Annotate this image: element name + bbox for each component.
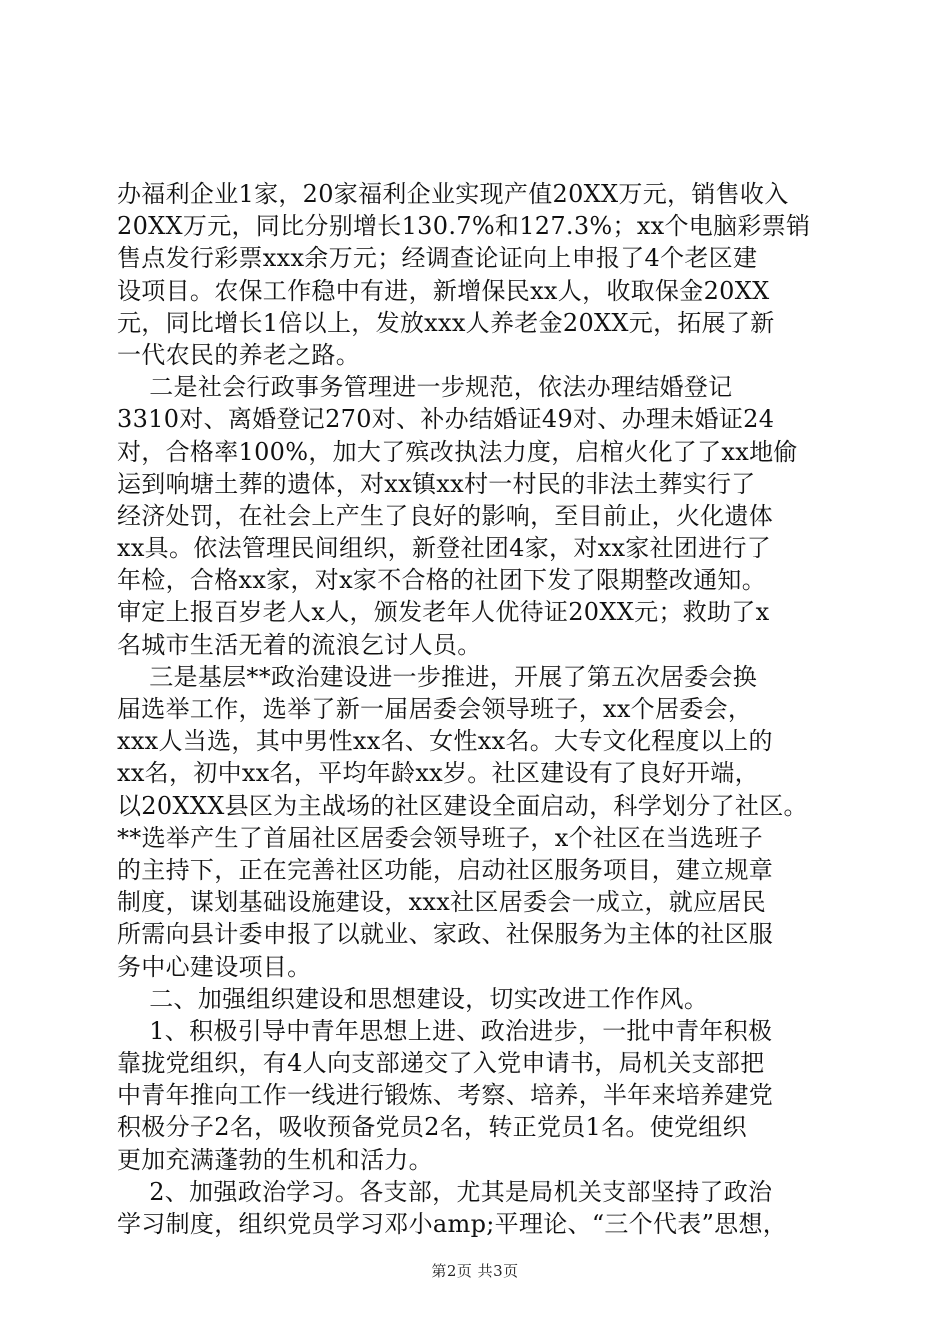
text-line: 中青年推向工作一线进行锻炼、考察、培养，半年来培养建党: [117, 1081, 774, 1110]
text-line: 积极分子2名，吸收预备党员2名，转正党员1名。使党组织: [117, 1113, 747, 1142]
text-line: 的主持下，正在完善社区功能，启动社区服务项目，建立规章: [117, 855, 774, 884]
text-line: 3310对、离婚登记270对、补办结婚证49对、办理未婚证24: [117, 405, 775, 434]
text-line: 制度，谋划基础设施建设，xxx社区居委会一成立，就应居民: [117, 888, 767, 917]
text-line: xxx人当选，其中男性xx名、女性xx名。大专文化程度以上的: [117, 727, 773, 756]
text-line: 更加充满蓬勃的生机和活力。: [117, 1145, 433, 1174]
text-line: 办福利企业1家，20家福利企业实现产值20XX万元，销售收入: [117, 180, 789, 208]
text-line: **选举产生了首届社区居委会领导班子，x个社区在当选班子: [117, 823, 763, 852]
text-line: 20XX万元，同比分别增长130.7%和127.3%；xx个电脑彩票销: [117, 212, 811, 241]
document-body: [117, 178, 843, 1240]
text-line: 学习制度，组织党员学习邓小amp;平理论、“三个代表”思想，: [117, 1210, 788, 1238]
text-line: xx名，初中xx名，平均年龄xx岁。社区建设有了良好开端，: [117, 759, 759, 788]
text-line: 2、加强政治学习。各支部，尤其是局机关支部坚持了政治: [117, 1177, 773, 1206]
text-line: 经济处罚，在社会上产生了良好的影响，至目前止，火化遗体: [117, 501, 774, 530]
text-line: 二是社会行政事务管理进一步规范，依法办理结婚登记: [117, 373, 733, 402]
text-line: 审定上报百岁老人x人，颁发老年人优待证20XX元；救助了x: [117, 598, 770, 627]
text-line: 务中心建设项目。: [117, 952, 312, 981]
text-line: 运到响塘土葬的遗体，对xx镇xx村一村民的非法土葬实行了: [117, 469, 756, 498]
text-line: 对，合格率100%，加大了殡改执法力度，启棺火化了了xx地偷: [117, 437, 798, 466]
text-line: 1、积极引导中青年思想上进、政治进步，一批中青年积极: [117, 1016, 773, 1045]
text-line: 三是基层**政治建设进一步推进，开展了第五次居委会换: [117, 662, 758, 691]
text-line: 元，同比增长1倍以上，发放xxx人养老金20XX元，拓展了新: [117, 308, 775, 337]
text-line: 届选举工作，选举了新一届居委会领导班子，xx个居委会，: [117, 695, 753, 723]
text-line: 靠拢党组织，有4人向支部递交了入党申请书，局机关支部把: [117, 1049, 765, 1078]
text-line: 以20XXX县区为主战场的社区建设全面启动，科学划分了社区。: [117, 791, 808, 820]
text-line: 年检，合格xx家，对x家不合格的社团下发了限期整改通知。: [117, 566, 767, 595]
text-line: 名城市生活无着的流浪乞讨人员。: [117, 630, 482, 659]
text-line: xx具。依法管理民间组织，新登社团4家，对xx家社团进行了: [117, 534, 772, 563]
text-line: 售点发行彩票xxx余万元；经调查论证向上申报了4个老区建: [117, 244, 758, 273]
text-line: 设项目。农保工作稳中有进，新增保民xx人，收取保金20XX: [117, 276, 770, 305]
page-footer: 第2页 共3页: [431, 1262, 519, 1280]
text-line: 二、加强组织建设和思想建设，切实改进工作作风。: [117, 984, 709, 1013]
text-line: 一代农民的养老之路。: [117, 340, 360, 369]
text-line: 所需向县计委申报了以就业、家政、社保服务为主体的社区服: [117, 920, 774, 949]
